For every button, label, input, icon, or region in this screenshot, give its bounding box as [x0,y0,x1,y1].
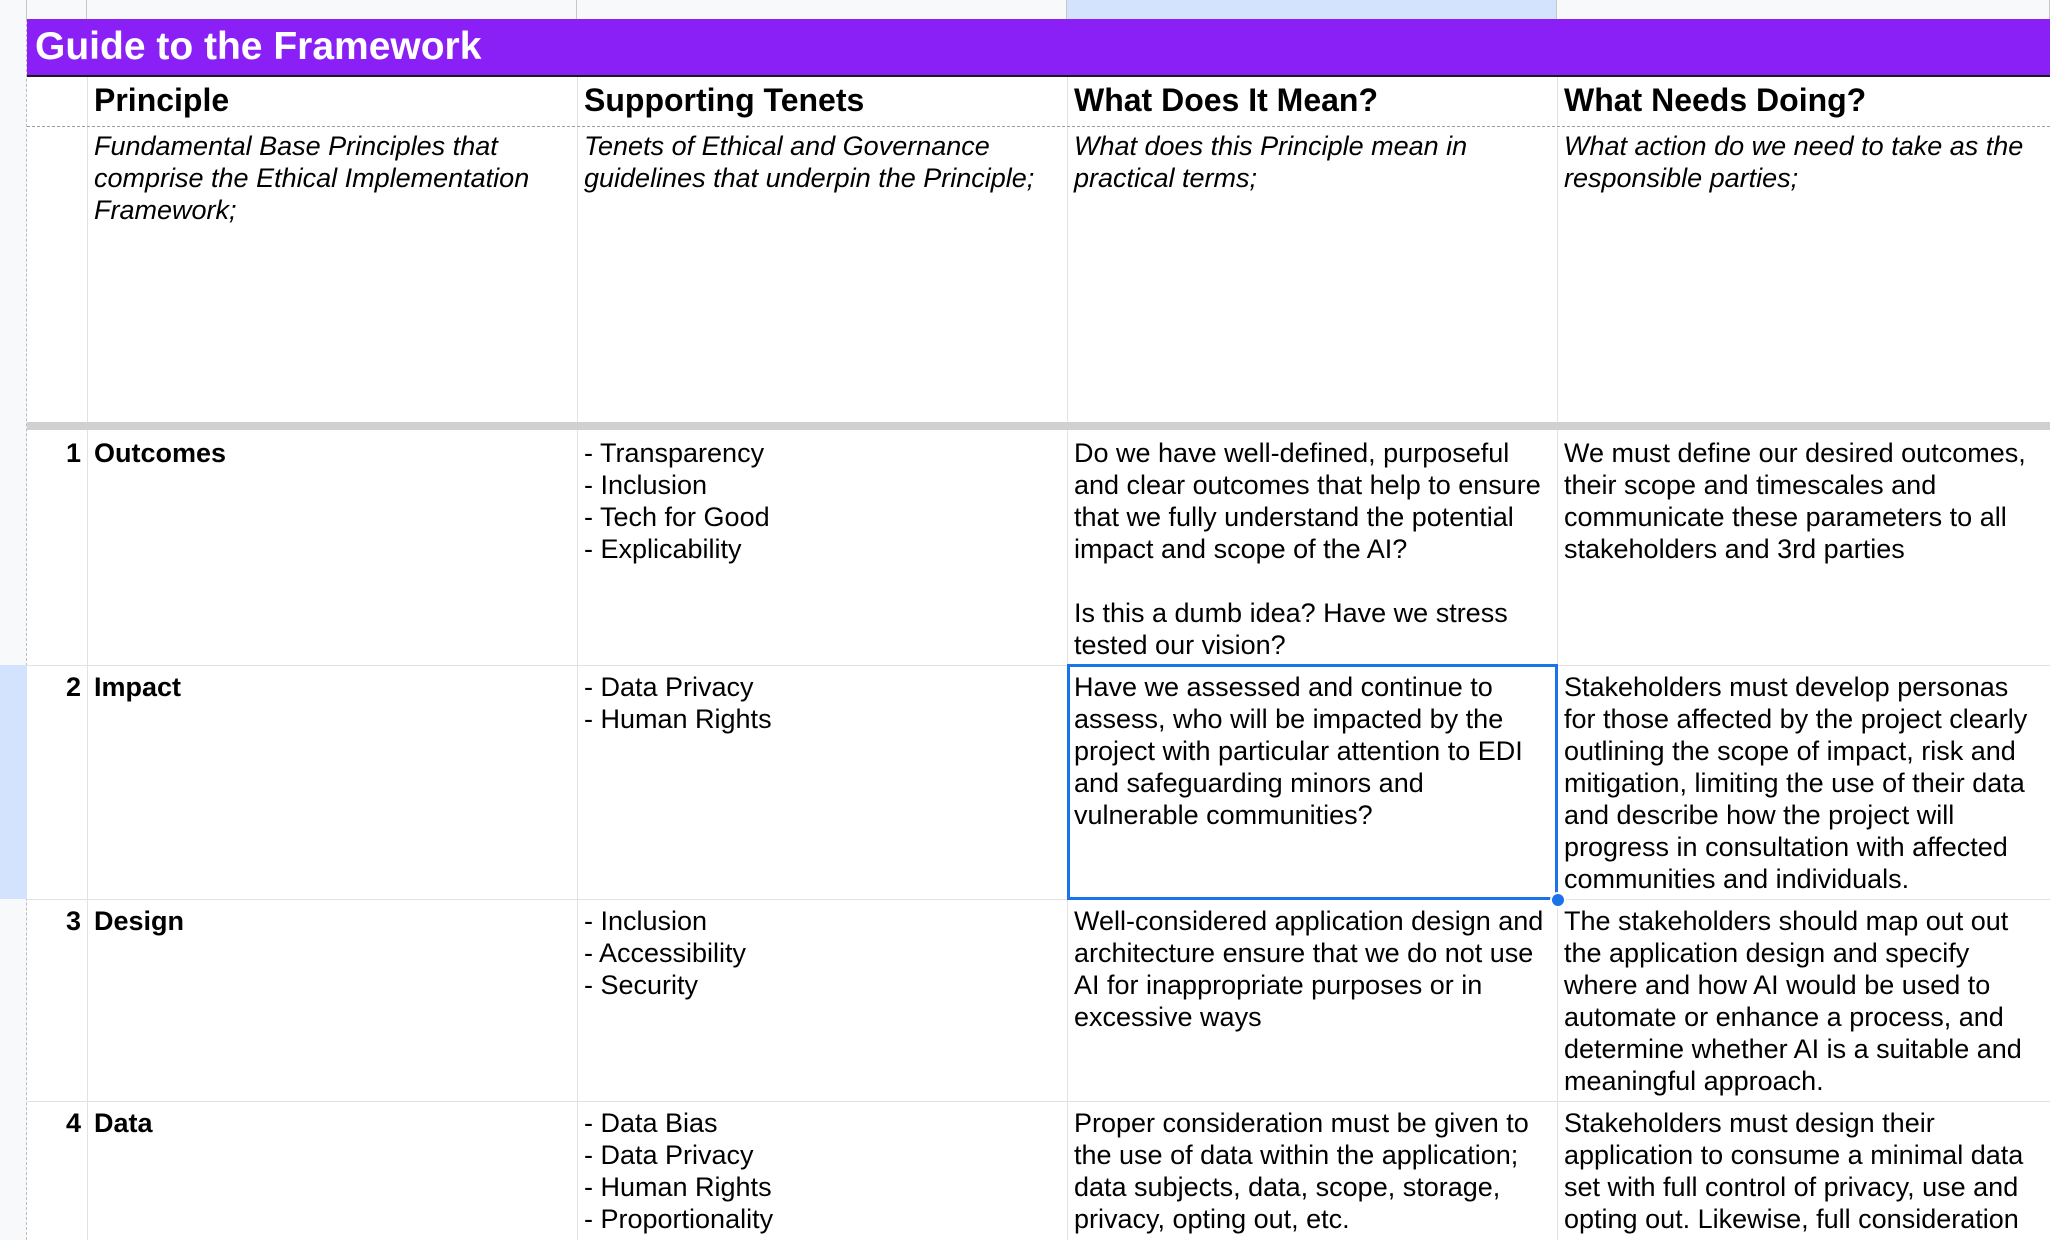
column-header-c[interactable] [577,0,1067,19]
principle-cell[interactable]: Impact [94,672,182,702]
select-all-corner[interactable] [0,0,27,19]
frozen-rows-divider[interactable] [27,422,2050,430]
selected-row-indicator [0,665,27,899]
description-supporting-tenets[interactable]: Tenets of Ethical and Governance guidelines that underpin the Principle; [584,131,1035,193]
column-header-strip [0,0,2050,20]
header-principle[interactable]: Principle [94,82,230,118]
column-header-d[interactable] [1067,0,1557,19]
tenets-cell[interactable]: - Data Bias - Data Privacy - Human Rights - Proportionality [584,1108,774,1234]
sheet-title: Guide to the Framework [35,25,482,68]
principle-cell[interactable]: Design [94,906,185,936]
row-number[interactable]: 1 [65,438,81,468]
tenets-cell[interactable]: - Inclusion - Accessibility - Security [584,906,747,1000]
column-header-b[interactable] [87,0,577,19]
row-number[interactable]: 4 [65,1108,81,1138]
header-what-does-it-mean[interactable]: What Does It Mean? [1074,82,1379,118]
meaning-cell-selected[interactable]: Have we assessed and continue to assess, who will be impacted by the project with particular attention to EDI and safeguarding minors and vulnerable communities? [1074,672,1523,830]
description-what-does-it-mean[interactable]: What does this Principle mean in practical terms; [1074,131,1468,193]
header-supporting-tenets[interactable]: Supporting Tenets [584,82,865,118]
action-cell[interactable]: Stakeholders must develop personas for those affected by the project clearly outlining the scope of impact, risk and mitigation, limiting the use of their data and describe how the project will progress in consultation with affected communities and individuals. [1564,672,2028,894]
action-cell[interactable]: We must define our desired outcomes, their scope and timescales and communicate these parameters to all stakeholders and 3rd parties [1564,438,2026,564]
grid-line [27,899,2050,900]
header-what-needs-doing[interactable]: What Needs Doing? [1564,82,1867,118]
column-header-e[interactable] [1557,0,2050,19]
meaning-cell[interactable]: Do we have well-defined, purposeful and clear outcomes that help to ensure that we fully understand the potential impact and scope of the AI? Is this a dumb idea? Have we stress tested our vision? [1074,438,1541,660]
tenets-cell[interactable]: - Transparency - Inclusion - Tech for Good - Explicability [584,438,770,564]
grid-line [27,1101,2050,1102]
meaning-cell[interactable]: Well-considered application design and architecture ensure that we do not use AI for inappropriate purposes or in excessive ways [1074,906,1544,1032]
principle-cell[interactable]: Outcomes [94,438,227,468]
action-cell[interactable]: The stakeholders should map out out the application design and specify where and how AI would be used to automate or enhance a process, and determine whether AI is a suitable and meaningful approach. [1564,906,2022,1096]
principle-cell[interactable]: Data [94,1108,153,1138]
row-number[interactable]: 3 [65,906,81,936]
grid-line [27,665,2050,666]
row-number[interactable]: 2 [65,672,81,702]
column-header-a[interactable] [27,0,87,19]
tenets-cell[interactable]: - Data Privacy - Human Rights [584,672,772,734]
row-header-gutter[interactable] [0,19,27,1240]
meaning-cell[interactable]: Proper consideration must be given to the use of data within the application; data subjects, data, scope, storage, privacy, opting out, etc. [1074,1108,1529,1234]
fill-handle[interactable] [1550,892,1566,908]
description-principle[interactable]: Fundamental Base Principles that comprise the Ethical Implementation Framework; [94,131,530,225]
action-cell[interactable]: Stakeholders must design their application to consume a minimal data set with full control of privacy, use and opting out. Likewise, full consideration [1564,1108,2024,1234]
title-banner[interactable] [27,19,2050,77]
grid-line-dashed [27,126,2050,127]
description-what-needs-doing[interactable]: What action do we need to take as the responsible parties; [1564,131,2024,193]
